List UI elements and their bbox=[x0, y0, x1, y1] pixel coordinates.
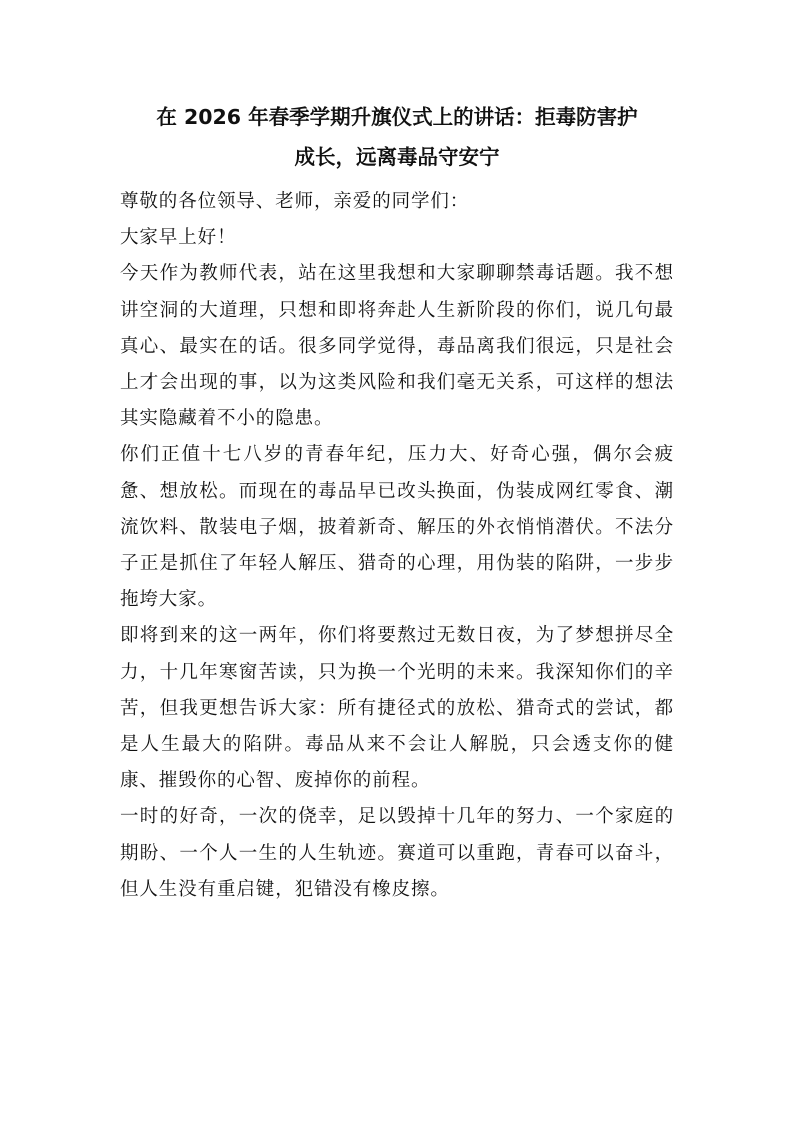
document-body bbox=[120, 184, 674, 908]
body-paragraph: 你们正值十七八岁的青春年纪，压力大、好奇心强，偶尔会疲惫、想放松。而现在的毒品早已改头换面，伪装成网红零食、潮流饮料、散装电子烟，披着新奇、解压的外衣悄悄潜伏。不法分子正是抓住了年轻人解压、猎奇的心理，用伪装的陷阱，一步步拖垮大家。 bbox=[120, 444, 674, 611]
salutation-paragraph: 尊敬的各位领导、老师，亲爱的同学们： bbox=[120, 191, 470, 212]
greeting-paragraph: 大家早上好！ bbox=[120, 227, 237, 249]
body-paragraph: 即将到来的这一两年，你们将要熬过无数日夜，为了梦想拼尽全力，十几年寒窗苦读，只为换一个光明的未来。我深知你们的辛苦，但我更想告诉大家：所有捷径式的放松、猎奇式的尝试，都是人生最大的陷阱。毒品从来不会让人解脱，只会透支你的健康、摧毁你的心智、废掉你的前程。 bbox=[120, 625, 674, 792]
document-title-line-2: 成长，远离毒品守安宁 bbox=[294, 145, 500, 169]
document-title-line-1: 在 2026 年春季学期升旗仪式上的讲话：拒毒防害护 bbox=[156, 105, 638, 129]
body-paragraph: 今天作为教师代表，站在这里我想和大家聊聊禁毒话题。我不想讲空洞的大道理，只想和即将奔赴人生新阶段的你们，说几句最真心、最实在的话。很多同学觉得，毒品离我们很远，只是社会上才会出现的事，以为这类风险和我们毫无关系，可这样的想法其实隐藏着不小的隐患。 bbox=[120, 263, 674, 430]
body-paragraph: 一时的好奇，一次的侥幸，足以毁掉十几年的努力、一个家庭的期盼、一个人一生的人生轨迹。赛道可以重跑，青春可以奋斗，但人生没有重启键，犯错没有橡皮擦。 bbox=[120, 806, 674, 900]
